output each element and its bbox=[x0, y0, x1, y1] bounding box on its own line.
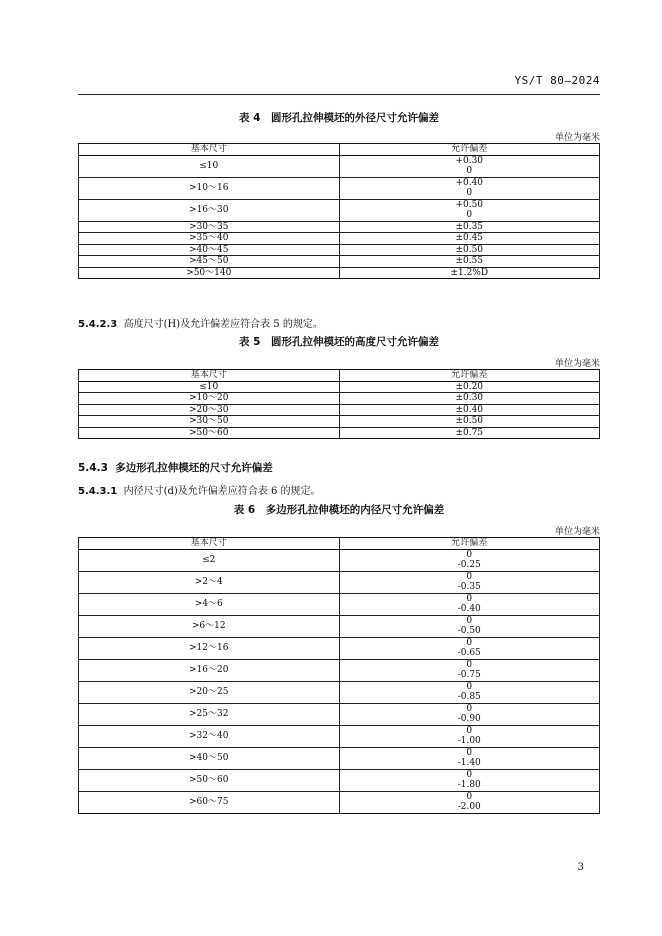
cell-tolerance bbox=[339, 703, 600, 725]
table-header-row bbox=[79, 538, 600, 550]
table-row bbox=[79, 427, 600, 439]
tolerance-value: ±0.35 bbox=[455, 221, 484, 232]
tolerance-value: -0.40 bbox=[457, 604, 481, 614]
table-row bbox=[79, 703, 600, 725]
col-header-tolerance: 允许偏差 bbox=[339, 144, 600, 156]
tolerance-value: 0 bbox=[466, 637, 473, 648]
cell-size: >4～6 bbox=[79, 593, 340, 615]
tolerance-value: 0 bbox=[466, 659, 473, 670]
cell-tolerance bbox=[339, 427, 600, 439]
tolerance-value: -0.50 bbox=[457, 626, 481, 636]
table-row bbox=[79, 615, 600, 637]
col-header-size: 基本尺寸 bbox=[79, 370, 340, 382]
tolerance-value: ±0.50 bbox=[455, 244, 484, 255]
cell-tolerance bbox=[339, 404, 600, 416]
section-title: 多边形孔拉伸模坯的尺寸允许偏差 bbox=[115, 462, 273, 474]
cell-size: >10～20 bbox=[79, 393, 340, 405]
cell-tolerance bbox=[339, 681, 600, 703]
tolerance-value: +0.40 bbox=[455, 177, 484, 188]
col-header-size: 基本尺寸 bbox=[79, 538, 340, 550]
table-row bbox=[79, 155, 600, 177]
tolerance-value: ±0.20 bbox=[455, 381, 484, 392]
tolerance-value: -0.25 bbox=[457, 560, 481, 570]
cell-tolerance bbox=[339, 549, 600, 571]
table4 bbox=[78, 143, 600, 279]
col-header-tolerance: 允许偏差 bbox=[339, 538, 600, 550]
cell-size: >50～60 bbox=[79, 769, 340, 791]
cell-size: >16～20 bbox=[79, 659, 340, 681]
tolerance-value: 0 bbox=[466, 571, 473, 582]
table4-unit: 单位为毫米 bbox=[554, 133, 600, 143]
cell-tolerance bbox=[339, 233, 600, 245]
table-row bbox=[79, 659, 600, 681]
table-row bbox=[79, 571, 600, 593]
cell-tolerance bbox=[339, 244, 600, 256]
cell-size: ≤10 bbox=[79, 381, 340, 393]
header-rule bbox=[78, 94, 600, 95]
tolerance-value: 0 bbox=[466, 703, 473, 714]
cell-size: >60～75 bbox=[79, 791, 340, 813]
table5-unit: 单位为毫米 bbox=[554, 359, 600, 369]
tolerance-value: +0.50 bbox=[455, 199, 484, 210]
table-row bbox=[79, 256, 600, 268]
cell-size: >45～50 bbox=[79, 256, 340, 268]
cell-tolerance bbox=[339, 177, 600, 199]
cell-tolerance bbox=[339, 267, 600, 279]
cell-tolerance bbox=[339, 659, 600, 681]
table6-unit: 单位为毫米 bbox=[554, 527, 600, 537]
cell-tolerance bbox=[339, 199, 600, 221]
cell-size: >50～60 bbox=[79, 427, 340, 439]
cell-tolerance bbox=[339, 155, 600, 177]
section-5-4-3-heading bbox=[78, 460, 273, 475]
table-row bbox=[79, 725, 600, 747]
table5 bbox=[78, 369, 600, 439]
tolerance-value: 0 bbox=[466, 747, 473, 758]
table-row bbox=[79, 637, 600, 659]
cell-size: >35～40 bbox=[79, 233, 340, 245]
page-number: 3 bbox=[577, 862, 584, 873]
cell-tolerance bbox=[339, 747, 600, 769]
table-row bbox=[79, 199, 600, 221]
tolerance-value: ±0.55 bbox=[455, 256, 484, 266]
tolerance-value: +0.30 bbox=[455, 155, 484, 166]
cell-tolerance bbox=[339, 381, 600, 393]
tolerance-value: ±0.40 bbox=[455, 404, 484, 415]
tolerance-value: -0.65 bbox=[457, 648, 481, 658]
cell-size: >30～35 bbox=[79, 221, 340, 233]
cell-size: >16～30 bbox=[79, 199, 340, 221]
tolerance-value: 0 bbox=[466, 791, 473, 802]
tolerance-value: -0.35 bbox=[457, 582, 481, 592]
cell-size: >32～40 bbox=[79, 725, 340, 747]
col-header-size: 基本尺寸 bbox=[79, 144, 340, 156]
cell-size: >20～25 bbox=[79, 681, 340, 703]
cell-tolerance bbox=[339, 725, 600, 747]
tolerance-value: -0.90 bbox=[457, 714, 481, 724]
cell-size: >12～16 bbox=[79, 637, 340, 659]
table-row bbox=[79, 416, 600, 428]
document-code: YS/T 80—2024 bbox=[514, 74, 600, 87]
tolerance-value: ±1.2%D bbox=[450, 267, 489, 278]
tolerance-value: ±0.45 bbox=[455, 233, 484, 243]
tolerance-value: 0 bbox=[466, 210, 473, 220]
cell-size: ≤2 bbox=[79, 549, 340, 571]
cell-tolerance bbox=[339, 637, 600, 659]
table-row bbox=[79, 593, 600, 615]
clause-number: 5.4.3.1 bbox=[78, 486, 118, 497]
cell-size: >10～16 bbox=[79, 177, 340, 199]
table-row bbox=[79, 769, 600, 791]
cell-tolerance bbox=[339, 416, 600, 428]
tolerance-value: -2.00 bbox=[457, 802, 481, 812]
table-row bbox=[79, 221, 600, 233]
table-row bbox=[79, 747, 600, 769]
cell-tolerance bbox=[339, 791, 600, 813]
cell-tolerance bbox=[339, 769, 600, 791]
tolerance-value: 0 bbox=[466, 681, 473, 692]
clause-5-4-2-3 bbox=[78, 315, 323, 330]
table4-caption: 表 4 圆形孔拉伸模坯的外径尺寸允许偏差 bbox=[239, 112, 439, 124]
table-row bbox=[79, 791, 600, 813]
cell-size: >6～12 bbox=[79, 615, 340, 637]
table-row bbox=[79, 681, 600, 703]
cell-tolerance bbox=[339, 571, 600, 593]
tolerance-value: 0 bbox=[466, 188, 473, 198]
cell-size: >50～140 bbox=[79, 267, 340, 279]
tolerance-value: -0.85 bbox=[457, 692, 481, 702]
table-row bbox=[79, 381, 600, 393]
tolerance-value: 0 bbox=[466, 166, 473, 176]
clause-text: 内径尺寸(d)及允许偏差应符合表 6 的规定。 bbox=[123, 486, 321, 497]
cell-tolerance bbox=[339, 615, 600, 637]
tolerance-value: -1.80 bbox=[457, 780, 481, 790]
table6-caption: 表 6 多边形孔拉伸模坯的内径尺寸允许偏差 bbox=[233, 504, 445, 516]
table5-caption: 表 5 圆形孔拉伸模坯的高度尺寸允许偏差 bbox=[239, 336, 439, 348]
tolerance-value: 0 bbox=[466, 593, 473, 604]
clause-text: 高度尺寸(H)及允许偏差应符合表 5 的规定。 bbox=[123, 319, 323, 330]
tolerance-value: 0 bbox=[466, 615, 473, 626]
table-row bbox=[79, 233, 600, 245]
clause-number: 5.4.2.3 bbox=[78, 319, 118, 330]
table6 bbox=[78, 537, 600, 814]
table-row bbox=[79, 404, 600, 416]
cell-tolerance bbox=[339, 393, 600, 405]
cell-tolerance bbox=[339, 256, 600, 268]
tolerance-value: -1.40 bbox=[457, 758, 481, 768]
tolerance-value: ±0.50 bbox=[455, 416, 484, 426]
table-row bbox=[79, 244, 600, 256]
cell-tolerance bbox=[339, 593, 600, 615]
tolerance-value: -0.75 bbox=[457, 670, 481, 680]
table-header-row bbox=[79, 144, 600, 156]
table-row bbox=[79, 177, 600, 199]
section-number: 5.4.3 bbox=[78, 462, 108, 474]
cell-size: >20～30 bbox=[79, 404, 340, 416]
table-row bbox=[79, 393, 600, 405]
table-header-row bbox=[79, 370, 600, 382]
table-row bbox=[79, 267, 600, 279]
cell-size: >30～50 bbox=[79, 416, 340, 428]
tolerance-value: 0 bbox=[466, 549, 473, 560]
tolerance-value: ±0.75 bbox=[455, 427, 484, 438]
tolerance-value: -1.00 bbox=[457, 736, 481, 746]
clause-5-4-3-1 bbox=[78, 482, 321, 497]
cell-size: >2～4 bbox=[79, 571, 340, 593]
cell-size: ≤10 bbox=[79, 155, 340, 177]
tolerance-value: 0 bbox=[466, 725, 473, 736]
tolerance-value: 0 bbox=[466, 769, 473, 780]
table-row bbox=[79, 549, 600, 571]
cell-tolerance bbox=[339, 221, 600, 233]
cell-size: >40～45 bbox=[79, 244, 340, 256]
cell-size: >25～32 bbox=[79, 703, 340, 725]
cell-size: >40～50 bbox=[79, 747, 340, 769]
tolerance-value: ±0.30 bbox=[455, 393, 484, 403]
col-header-tolerance: 允许偏差 bbox=[339, 370, 600, 382]
